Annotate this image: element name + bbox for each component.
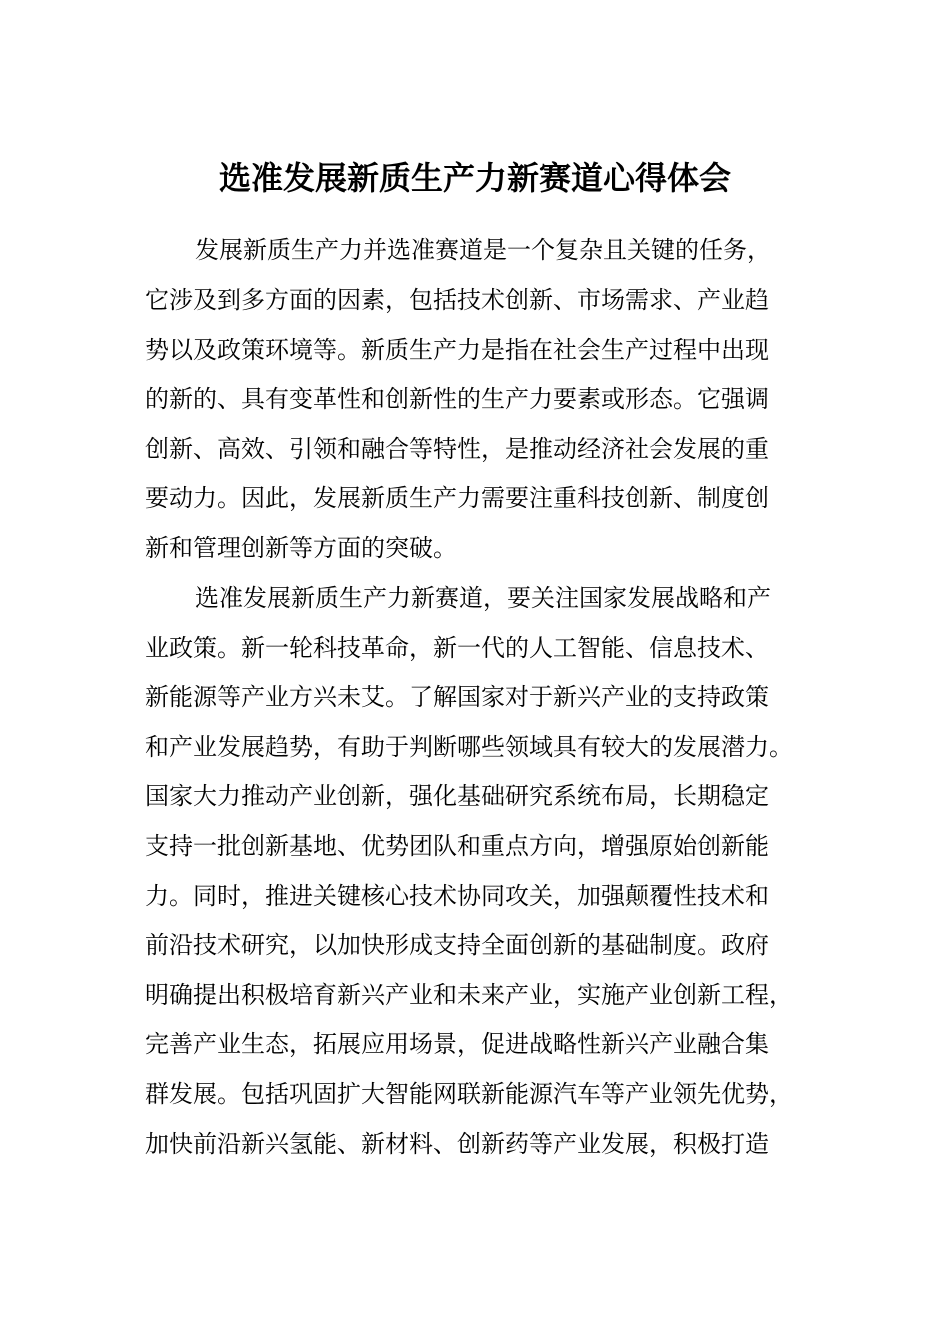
paragraph-line: 业政策。新一轮科技革命，新一代的人工智能、信息技术、 xyxy=(145,634,769,662)
paragraph-line: 选准发展新质生产力新赛道，要关注国家发展战略和产 xyxy=(195,584,771,612)
document-title: 选准发展新质生产力新赛道心得体会 xyxy=(218,159,731,197)
paragraph-line: 和产业发展趋势，有助于判断哪些领域具有较大的发展潜力。 xyxy=(145,733,793,761)
paragraph-line: 明确提出积极培育新兴产业和未来产业，实施产业创新工程， xyxy=(145,981,793,1009)
paragraph-line: 群发展。包括巩固扩大智能网联新能源汽车等产业领先优势， xyxy=(145,1080,793,1108)
paragraph-line: 新能源等产业方兴未艾。了解国家对于新兴产业的支持政策 xyxy=(145,683,769,711)
paragraph-line: 它涉及到多方面的因素，包括技术创新、市场需求、产业趋 xyxy=(145,286,769,314)
paragraph-line: 发展新质生产力并选准赛道是一个复杂且关键的任务， xyxy=(195,236,771,264)
paragraph-line: 的新的、具有变革性和创新性的生产力要素或形态。它强调 xyxy=(145,385,769,413)
paragraph-line: 加快前沿新兴氢能、新材料、创新药等产业发展，积极打造 xyxy=(145,1130,769,1158)
paragraph-line: 支持一批创新基地、优势团队和重点方向，增强原始创新能 xyxy=(145,832,769,860)
paragraph-line: 力。同时，推进关键核心技术协同攻关，加强颠覆性技术和 xyxy=(145,882,769,910)
paragraph-line: 完善产业生态，拓展应用场景，促进战略性新兴产业融合集 xyxy=(145,1030,769,1058)
paragraph-line: 前沿技术研究，以加快形成支持全面创新的基础制度。政府 xyxy=(145,931,769,959)
paragraph-line: 要动力。因此，发展新质生产力需要注重科技创新、制度创 xyxy=(145,484,769,512)
paragraph-line: 势以及政策环境等。新质生产力是指在社会生产过程中出现 xyxy=(145,336,769,364)
paragraph-line: 创新、高效、引领和融合等特性，是推动经济社会发展的重 xyxy=(145,435,769,463)
paragraph-line: 新和管理创新等方面的突破。 xyxy=(145,534,457,562)
paragraph-line: 国家大力推动产业创新，强化基础研究系统布局，长期稳定 xyxy=(145,782,769,810)
